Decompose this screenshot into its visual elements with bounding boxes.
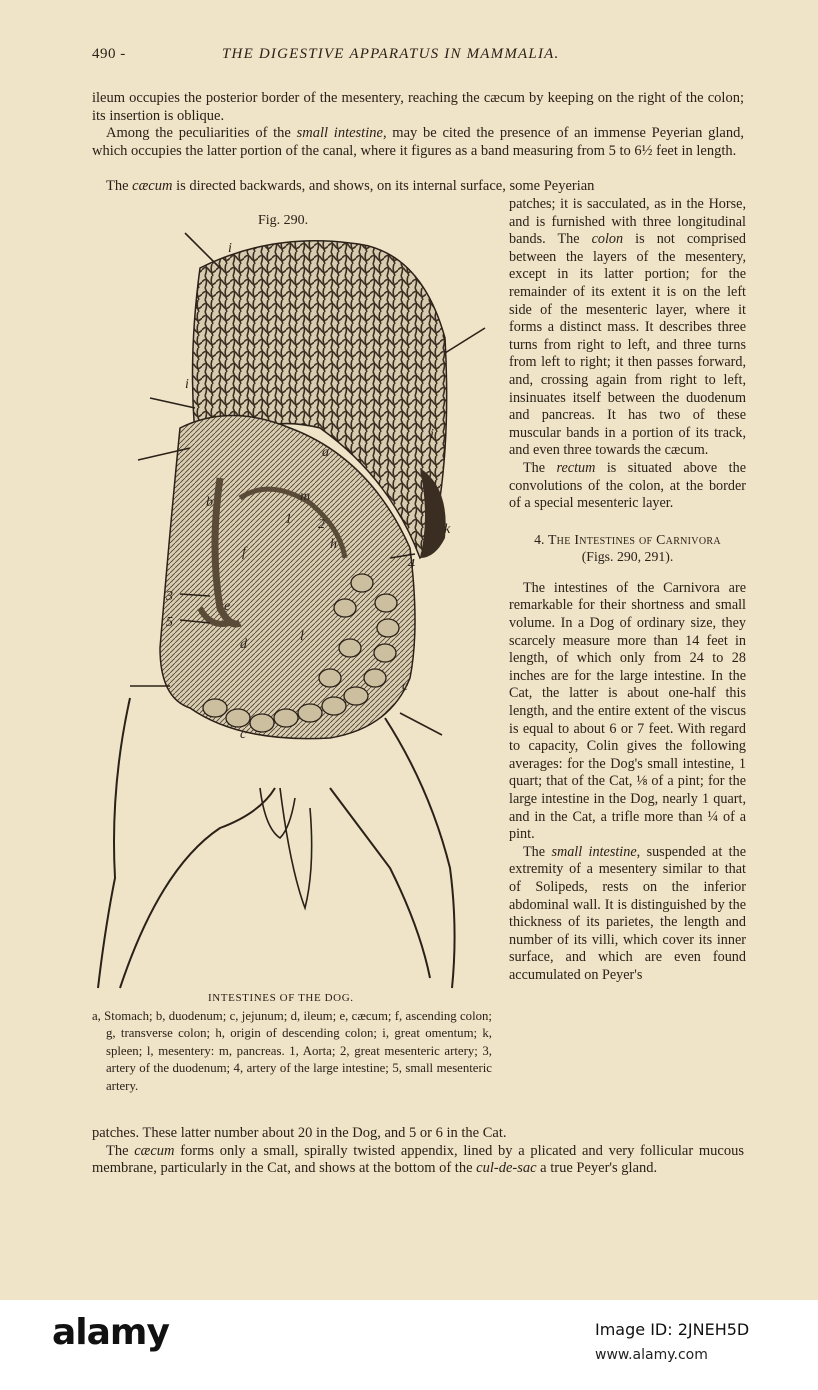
paragraph-small-intestine-carnivora: The small intestine, suspended at the extremity of a mesentery similar to that of Solipeds, rests on the inferior abdominal wall. It is distinguished by the thickness of its parietes, the length and number of its villi, which cover its inner surface, and which are even found accumulated on Peyer's — [509, 843, 746, 983]
label-d: d — [240, 637, 247, 652]
figure-label: Fig. 290. — [258, 213, 309, 228]
paragraph-patches: patches. These latter number about 20 in the Dog, and 5 or 6 in the Cat. — [92, 1125, 507, 1141]
label-l: l — [300, 629, 304, 644]
paragraph-rectum: The rectum is situated above the convolutions of the colon, at the border of a special mesenteric layer. — [509, 459, 746, 512]
paragraph-caecum: The cæcum is directed backwards, and shows, on its internal surface, some Peyerian — [106, 178, 595, 194]
intestines-illustration — [90, 228, 510, 998]
label-c-right: c — [402, 679, 409, 694]
label-i-top: i — [228, 241, 232, 256]
label-e: e — [224, 599, 231, 614]
paragraph-carnivora: The intestines of the Carnivora are remarkable for their shortness and small volume. In a Dog of ordinary size, they scarcely measure more than 14 feet in length, of which only from 24 to 28 inches are for the large intestine. In the Cat, the latter is about one-half this length, and the entire extent of the viscus is equal to about 6 or 7 feet. With regard to capacity, Colin gives the following averages: for the Dog's small intestine, 1 quart; that of the Cat, ⅛ of a pint; for the large intestine in the Dog, nearly 1 quart, and in the Cat, a trifle more than ¼ of a pint. — [509, 579, 746, 843]
label-i-left: i — [185, 377, 189, 392]
paragraph-ileum: ileum occupies the posterior border of the mesentery, reaching the cæcum by keeping on the right of the colon; its insertion is oblique. — [92, 90, 744, 124]
label-4: 4 — [408, 557, 415, 572]
stock-image-id: Image ID: 2JNEH5D — [595, 1320, 750, 1339]
label-h: h — [330, 537, 337, 552]
right-column — [509, 196, 746, 985]
label-a: a — [322, 445, 329, 460]
label-1: 1 — [285, 512, 292, 527]
figure-caption: a, Stomach; b, duodenum; c, jejunum; d, ileum; e, cæcum; f, ascending colon; g, transverse colon; h, origin of descending colon; i, great omentum; k, spleen; l, mesentery: m, pancreas. 1, Aorta; 2, great mesenteric artery; 3, artery of the duodenum; 4, artery of the large intestine; 5, small mesenteric artery. — [92, 1009, 492, 1093]
stock-url: www.alamy.com — [595, 1347, 708, 1363]
paragraph-colon: patches; it is sacculated, as in the Horse, and is furnished with three longitudinal bands. The colon is not comprised between the layers of the mesentery, except in its latter portion; for the remainder of its extent it is on the left side of the mesenteric layer, where it forms a distinct mass. It describes three turns from right to left, and three turns from left to right; it then passes forward, and, crossing again from right to left, insinuates itself between the duodenum and pancreas. It has two of these muscular bands in a portion of its track, and even three towards the cæcum. — [509, 196, 746, 459]
label-i-right: i — [430, 427, 434, 442]
stock-logo: alamy — [52, 1312, 169, 1353]
label-b: b — [206, 495, 213, 510]
figure-caption-title: INTESTINES OF THE DOG. — [208, 992, 354, 1004]
page-number: 490 - — [92, 46, 126, 62]
label-m: m — [300, 489, 311, 504]
section-heading: 4. The Intestines of Carnivora (Figs. 290, 291). — [534, 531, 721, 565]
paragraph-small-intestine: Among the peculiarities of the small intestine, may be cited the presence of an immense Peyerian gland, which occupies the latter portion of the canal, where it figures as a band measuring from 5 to 6½ feet in length. — [92, 125, 744, 159]
label-5: 5 — [166, 615, 173, 630]
label-f: f — [242, 545, 246, 560]
label-k: k — [444, 522, 451, 537]
label-2: 2 — [318, 517, 325, 532]
running-title: THE DIGESTIVE APPARATUS IN MAMMALIA. — [222, 46, 560, 62]
bottom-text — [92, 1125, 744, 1178]
paragraph-caecum-carnivora: The cæcum forms only a small, spirally twisted appendix, lined by a plicated and very follicular mucous membrane, particularly in the Cat, and shows at the bottom of the cul-de-sac a true Peyer's gland. — [92, 1142, 744, 1177]
label-c-left: c — [240, 727, 247, 742]
label-3: 3 — [166, 589, 173, 604]
